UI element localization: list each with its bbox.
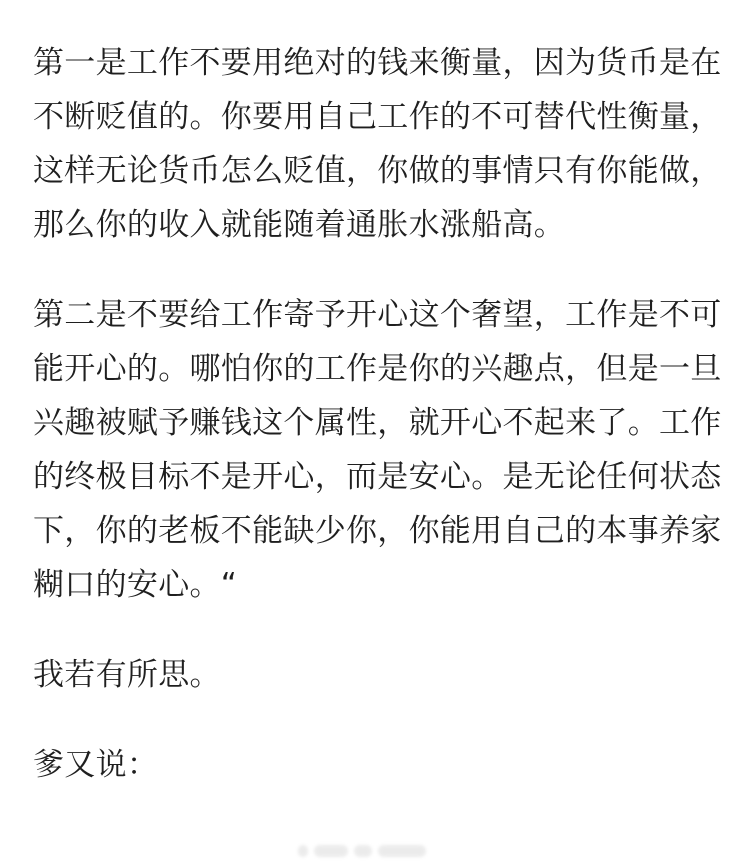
blur-block: [354, 845, 372, 857]
paragraph-spacer: [33, 252, 733, 288]
article-body: [33, 36, 733, 792]
text-line: 下，你的老板不能缺少你，你能用自己的本事养家: [33, 513, 722, 549]
text-line: 这样无论货币怎么贬值，你做的事情只有你能做，: [33, 153, 722, 189]
blurred-next-line: [298, 842, 458, 860]
text-line: 不断贬值的。你要用自己工作的不可替代性衡量，: [33, 99, 722, 135]
text-line: 爹又说：: [33, 747, 159, 783]
blur-block: [314, 845, 348, 857]
text-line: 兴趣被赋予赚钱这个属性，就开心不起来了。工作: [33, 405, 722, 441]
paragraph-father-says: [33, 738, 733, 792]
text-line: 我若有所思。: [33, 657, 221, 693]
text-line: 的终极目标不是开心，而是安心。是无论任何状态: [33, 459, 722, 495]
text-line: 第一是工作不要用绝对的钱来衡量，因为货币是在: [33, 45, 722, 81]
paragraph-second-point: [33, 288, 733, 612]
paragraph-spacer: [33, 612, 733, 648]
paragraph-first-point: [33, 36, 733, 252]
blur-block: [378, 845, 426, 857]
blur-block: [298, 845, 308, 857]
paragraph-spacer: [33, 702, 733, 738]
text-line: 能开心的。哪怕你的工作是你的兴趣点，但是一旦: [33, 351, 722, 387]
text-line: 第二是不要给工作寄予开心这个奢望，工作是不可: [33, 297, 722, 333]
text-line: 糊口的安心。“: [33, 567, 238, 603]
text-line: 那么你的收入就能随着通胀水涨船高。: [33, 207, 566, 243]
paragraph-reflection: [33, 648, 733, 702]
